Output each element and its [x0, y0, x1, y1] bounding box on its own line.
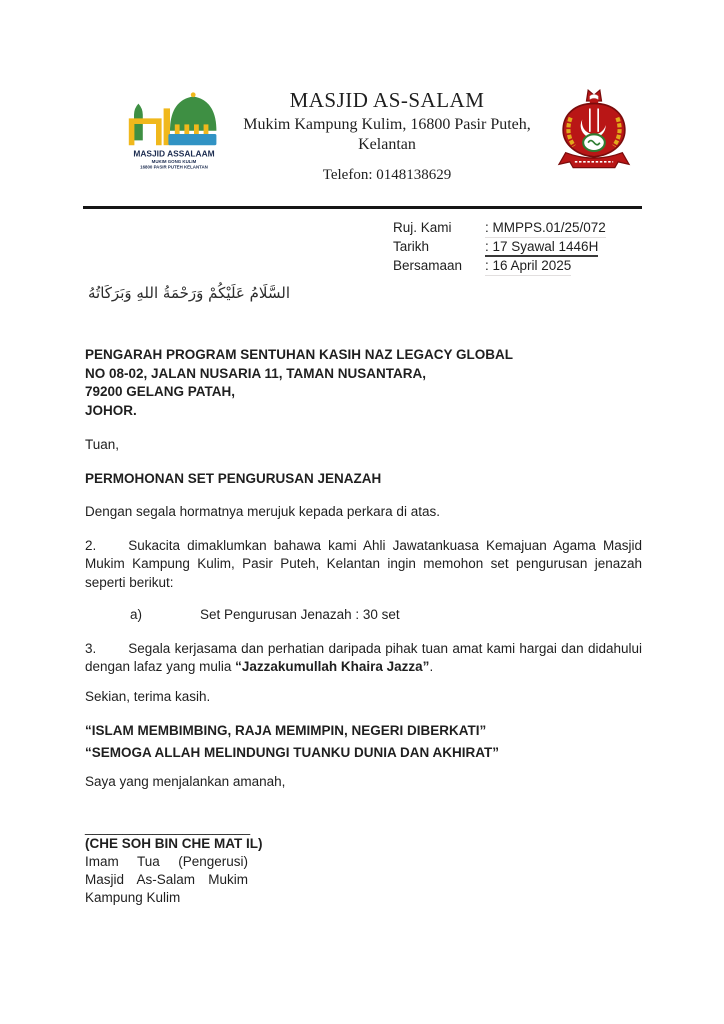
list-item-label: a): [130, 607, 143, 622]
header-divider: [83, 206, 642, 209]
recipient-line: JOHOR.: [85, 402, 137, 418]
paragraph-text: Segala kerjasama dan perhatian daripada pihak tuan amat kami hargai dan didahului dengan lafaz yang mulia: [85, 640, 642, 674]
closing-line: Sekian, terima kasih.: [85, 688, 211, 704]
arabic-salutation: السَّلَامُ عَلَيْكُمْ وَرَحْمَةُ اللهِ وَبَرَكَاتُهُ: [88, 284, 290, 302]
kelantan-crest: [548, 86, 640, 191]
signatory-titles: [85, 853, 248, 907]
body-paragraph-2: [85, 537, 642, 593]
ref-value: : 17 Syawal 1446H: [485, 238, 598, 258]
subject-line: PERMOHONAN SET PENGURUSAN JENAZAH: [85, 470, 382, 486]
ref-row-tarikh: [393, 238, 606, 258]
signature-intro: Saya yang menjalankan amanah,: [85, 774, 286, 789]
list-item-a: [130, 606, 642, 625]
signatory-name: (CHE SOH BIN CHE MAT IL): [85, 835, 263, 851]
paragraph-text: Sukacita dimaklumkan bahawa kami Ahli Jawatankuasa Kemajuan Agama Masjid Mukim Kampung Kulim, Pasir Puteh, Kelantan ingin memohon set pengurusan jenazah seperti berikut:: [85, 537, 642, 590]
letter-body: [85, 346, 642, 907]
body-paragraph-1: Dengan segala hormatnya merujuk kepada perkara di atas.: [85, 504, 440, 519]
slogan-line-1: “ISLAM MEMBIMBING, RAJA MEMIMPIN, NEGERI DIBERKATI”: [85, 723, 487, 738]
letterhead: [122, 84, 640, 191]
mosque-logo-name: MASJID ASSALAAM: [133, 148, 215, 159]
greeting: Tuan,: [85, 437, 120, 452]
paragraph-bold-phrase: “Jazzakumullah Khaira Jazza”: [235, 659, 430, 674]
paragraph-number: 3.: [85, 640, 97, 656]
body-paragraph-3: [85, 640, 642, 677]
ref-value: : MMPPS.01/25/072: [485, 219, 606, 238]
recipient-line: PENGARAH PROGRAM SENTUHAN KASIH NAZ LEGACY GLOBAL: [85, 347, 514, 362]
signatory-title-line: Imam Tua (Pengerusi): [85, 853, 248, 869]
ref-value: : 16 April 2025: [485, 257, 571, 276]
recipient-line: 79200 GELANG PATAH,: [85, 384, 236, 399]
slogans: [85, 720, 642, 764]
kelantan-crest-icon: [548, 86, 640, 186]
paragraph-end: .: [429, 659, 434, 674]
paragraph-number: 2.: [85, 537, 97, 553]
mosque-logo-icon: [122, 84, 226, 176]
list-item-text: Set Pengurusan Jenazah : 30 set: [200, 607, 400, 622]
slogan-line-2: “SEMOGA ALLAH MELINDUNGI TUANKU DUNIA DAN AKHIRAT”: [85, 745, 499, 760]
reference-block: [393, 219, 606, 276]
mosque-logo-sub2: 16800 PASIR PUTEH KELANTAN: [140, 164, 208, 170]
recipient-line: NO 08-02, JALAN NUSARIA 11, TAMAN NUSANTARA,: [85, 365, 427, 381]
org-address: [226, 115, 548, 155]
ref-label: Ruj. Kami: [393, 220, 452, 235]
mosque-logo: [122, 84, 226, 181]
ref-label: Bersamaan: [393, 258, 463, 273]
signatory-title-line: Kampung Kulim: [85, 889, 181, 905]
org-name: MASJID AS-SALAM: [289, 88, 485, 112]
ref-row-bersamaan: [393, 257, 606, 276]
ref-row-ruj-kami: [393, 219, 606, 238]
org-phone: Telefon: 0148138629: [322, 167, 452, 183]
letterhead-text: [226, 84, 548, 184]
signatory-title-line: Masjid As-Salam Mukim: [85, 871, 248, 887]
mosque-logo-sub1: MUKIM GONG KULIM: [151, 158, 197, 164]
org-address-line2: Kelantan: [358, 136, 416, 153]
signature-rule: ______________________: [85, 819, 251, 835]
org-address-line1: Mukim Kampung Kulim, 16800 Pasir Puteh,: [243, 116, 531, 133]
recipient-block: [85, 346, 642, 420]
ref-label: Tarikh: [393, 238, 430, 254]
